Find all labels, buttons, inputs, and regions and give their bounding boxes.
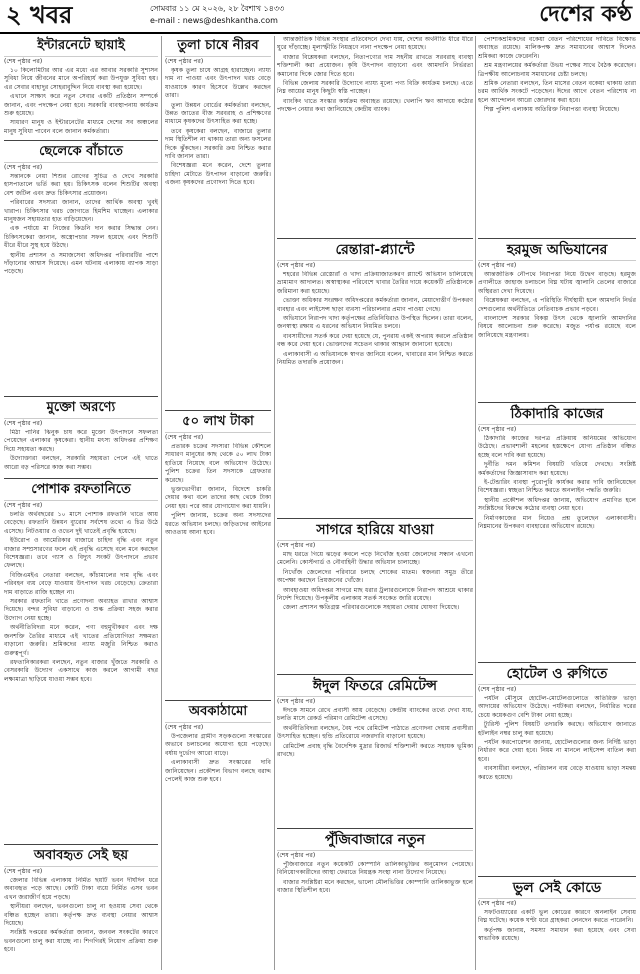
paragraph: অর্থনীতিবিদরা বলছেন, বৈধ পথে রেমিটেন্স পাঠাতে প্রণোদনা দেয়ায় প্রবাসীরা উৎসাহিত হচ্ছেন। হুন্ডি প্রতিরোধে নজরদারি বাড়ানো হয়েছে। [277,724,473,741]
column-1 [4,36,158,970]
divider [4,140,158,141]
paragraph: জেলার বিভিন্ন এলাকায় নির্মিত ছয়টি ভবন দীর্ঘদিন ধরে অব্যবহৃত পড়ে আছে। কোটি টাকা ব্যয়ে নির্মিত এসব ভবন এখন জরাজীর্ণ হয়ে পড়ছে। [4,877,158,901]
article-continuation: (শেষ পৃষ্ঠার পর) [478,686,517,693]
article [277,830,473,970]
page-number-section: ২ খবর [6,1,73,29]
article [165,702,271,970]
article-continuation: (শেষ পৃষ্ঠার পর) [277,542,316,549]
paragraph: কর্তৃপক্ষ জানায়, সমস্যা সমাধান করা হয়েছে এবং সেবা স্বাভাবিক রয়েছে। [478,926,636,943]
article-continuation: (শেষ পৃষ্ঠার পর) [277,852,316,859]
article-continuation: (শেষ পৃষ্ঠার পর) [4,58,43,65]
paragraph: ঠিকাদারি কাজের দরপত্র প্রক্রিয়ায় অনিয়মের অভিযোগ উঠেছে। প্রভাবশালী মহলের হস্তক্ষেপে যোগ্য প্রতিষ্ঠান বঞ্চিত হচ্ছে বলে দাবি করা হয়েছে। [478,435,636,459]
paragraph: ব্যবসায়ীরা বলছেন, পরিচালন ব্যয় বেড়ে যাওয়ায় ভাড়া সমন্বয় করতে হয়েছে। [478,765,636,781]
paragraph: অভিযানে নিরাপদ খাদ্য কর্তৃপক্ষের প্রতিনিধিরাও উপস্থিত ছিলেন। তারা বলেন, জনস্বাস্থ্য রক্ষায় এ ধরনের অভিযান নিয়মিত চলবে। [277,315,473,331]
article [478,240,636,400]
article [478,36,636,236]
paragraph: এক পর্যায়ে মা নিজের কিডনি দান করার সিদ্ধান্ত নেন। চিকিৎসকেরা জানান, অস্ত্রোপচার সফল হয়েছে এবং শিশুটি ধীরে ধীরে সুস্থ হয়ে উঠছে। [4,225,158,250]
article-headline: রেন্তারা-প্ল্যান্টে [277,242,473,261]
paragraph: শহরের বিভিন্ন রেস্তোরাঁ ও খাদ্য প্রক্রিয়াজাতকরণ প্ল্যান্টে অভিযান চালিয়েছে ভ্রাম্যমাণ আদালত। অস্বাস্থ্যকর পরিবেশে খাবার তৈরির দায়ে কয়েকটি প্রতিষ্ঠানকে জরিমানা করা হয়েছে। [277,271,473,295]
article-body [4,429,158,473]
article [4,480,158,842]
article-headline: অবকাঠামো [165,704,271,723]
article [4,846,158,970]
paragraph: স্থানীয় প্রশাসন ও সমাজসেবা অধিদপ্তর পরিবারটির পাশে দাঁড়ানোর আশ্বাস দিয়েছে। এমন ঘটনায় এলাকায় ব্যাপক সাড়া পড়েছে। [4,251,158,276]
article-headline: অবাবহৃত সেই ছয় [4,848,158,867]
article-headline: পুঁজিবাজারে নতুন [277,832,473,851]
article [277,676,473,826]
paragraph: আবহাওয়া অধিদপ্তর সাগরে মাছ ধরার ট্রলারগুলোকে নিরাপদ আশ্রয়ে থাকার নির্দেশ দিয়েছে। উপকূলীয় এলাকায় সতর্ক সংকেত জারি রয়েছে। [277,586,473,603]
dateline: সোমবার ১১ মে ২০২৬, ২৮ বৈশাখ ১৪৩৩ [150,4,285,13]
paragraph: উদ্যোক্তারা বলছেন, সরকারি সহায়তা পেলে এই খাতে আরো বড় পরিসরে কাজ করা সম্ভব। [4,455,158,471]
paragraph: পুলিশ জানায়, চক্রের অন্য সদস্যদের ধরতে অভিযান চলছে। জড়িতদের আইনের আওতায় আনা হবে। [165,512,271,537]
paragraph: শিল্প পুলিশ এলাকায় অতিরিক্ত নিরাপত্তা ব্যবস্থা নিয়েছে। [484,106,620,114]
divider [277,828,473,829]
article [4,142,158,394]
paragraph: ১০ কিলোমিটার আর এর মধ্যে এর আবার সরকারি সুশাসন সুবিধা নিয়ে জীবনের মানে অপরিহার্য করা উপযুক্ত সুবিধা হয়। এর সেবার বাহাদুর সোহরাবুদ্দিন নিয়ে ব্যবস্থা করা হয়েছে। [4,67,158,91]
article-headline: হোটেল ও রুগিতে [478,666,636,685]
article-continuation: (শেষ পৃষ্ঠার পর) [277,698,316,705]
article-body [478,695,636,783]
article [277,36,473,236]
paragraph: পোশাকশ্রমিকদের বকেয়া বেতন পরিশোধের দাবিতে বিক্ষোভ অব্যাহত রয়েছে। মালিকপক্ষ দ্রুত সমাধানের আশ্বাস দিলেও শ্রমিকরা কাজে ফেরেননি। [478,36,636,60]
paragraph: আন্তর্জাতিক বিভিন্ন সংস্থার প্রতিবেদনে দেখা যায়, দেশের অর্থনীতি ধীরে ধীরে ঘুরে দাঁড়াচ্ছে। মূল্যস্ফীতি নিয়ন্ত্রণে নানা পদক্ষেপ নেয়া হয়েছে। [277,36,473,52]
paragraph: তুলা উন্নয়ন বোর্ডের কর্মকর্তারা বলছেন, উন্নত জাতের বীজ সরবরাহ ও প্রশিক্ষণের মাধ্যমে কৃষকদের উৎসাহিত করা হচ্ছে। [165,101,271,126]
article-body [165,67,271,189]
article-continuation: (শেষ পৃষ্ঠার পর) [478,426,517,433]
paragraph: নিখোঁজ জেলেদের পরিবারে চলছে শোকের মাতম। স্বজনরা সমুদ্র তীরে অপেক্ষা করছেন প্রিয়জনের খোঁজে। [277,568,473,585]
article-body [277,36,473,116]
article [165,412,271,698]
divider [165,410,271,411]
article-headline: ঠিকাদারি কাজের [478,406,636,425]
column-4 [478,36,636,970]
article-headline: ইন্টারনেটে ছায়াই [4,38,158,57]
paragraph: ব্যবসায়ীদের সতর্ক করে দেয়া হয়েছে যে, পুনরায় একই অপরাধ করলে প্রতিষ্ঠান বন্ধ করে দেয়া হবে। ভোক্তাদের সচেতন থাকার আহ্বান জানানো হয়েছে। [277,332,473,349]
article-headline: ছেলেকে বাঁচাতে [4,144,158,163]
column-2 [165,36,271,970]
paragraph: চলতি অর্থবছরের ১০ মাসে পোশাক রফতানি খাতে আয় বেড়েছে। রফতানি উন্নয়ন ব্যুরোর সর্বশেষ তথ্যে এ চিত্র উঠে এসেছে। নিটওয়্যার ও ওভেন দুই খাতেই প্রবৃদ্ধি হয়েছে। [4,511,158,535]
paragraph: উপজেলার গ্রামীণ সড়কগুলো সংস্কারের অভাবে চলাচলের অযোগ্য হয়ে পড়েছে। বর্ষায় দুর্ভোগ আরো বাড়ে। [165,733,271,757]
article-headline: পোশাক রফতানিতে [4,482,158,501]
paragraph: বাজার বিশ্লেষকরা বলছেন, নিত্যপণ্যের দাম সহনীয় রাখতে সরবরাহ ব্যবস্থা শক্তিশালী করা প্রয়োজন। কৃষি উৎপাদন বাড়ানো এবং আমদানি নির্ভরতা কমানোর দিকে জোর দিতে হবে। [277,53,473,78]
paragraph: বিশেষজ্ঞরা মনে করেন, দেশে তুলার চাহিদা মেটাতে উৎপাদন বাড়ানো জরুরি। এজন্য কৃষকদের প্রণোদনা দিতে হবে। [165,162,271,187]
paragraph: এলাকাবাসী দ্রুত সংস্কারের দাবি জানিয়েছেন। প্রকৌশল বিভাগ বলছে বরাদ্দ পেলেই কাজ শুরু হবে। [165,759,271,784]
article-continuation: (শেষ পৃষ্ঠার পর) [4,164,43,171]
article [478,664,636,874]
paragraph: সফটওয়্যারের একটি ভুল কোডের কারণে অনলাইন সেবায় বিঘ্ন ঘটেছে। কয়েক ঘণ্টা ধরে গ্রাহকরা লেনদেন করতে পারেননি। [478,909,636,925]
article-headline: ৫০ লাখ টাকা [165,414,271,433]
divider [277,238,473,239]
article-headline: তুলা চাষে নীরব [165,38,271,57]
paragraph: স্থানীয় প্রকৌশল অধিদপ্তর জানায়, অভিযোগ প্রমাণিত হলে সংশ্লিষ্টদের বিরুদ্ধে কঠোর ব্যবস্থা নেয়া হবে। [478,496,636,513]
article-headline: মুক্তো অরণ্যে [4,400,158,419]
divider [478,402,636,403]
column-divider [161,36,162,970]
paragraph: কৃষক তুলা চাষে আগ্রহ হারাচ্ছেন। ন্যায্য দাম না পাওয়া এবং উৎপাদন খরচ বেড়ে যাওয়াকে কারণ হিসেবে উল্লেখ করছেন তারা। [165,67,271,100]
paragraph: শ্রম মন্ত্রণালয়ের কর্মকর্তারা উভয় পক্ষের সাথে বৈঠক করেছেন। ত্রিপক্ষীয় আলোচনায় সমাধানের চেষ্টা চলছে। [478,62,636,78]
article-headline: হরমুজ অভিযানের [478,242,636,261]
paragraph: আন্তর্জাতিক নৌপথে নিরাপত্তা নিয়ে উদ্বেগ বাড়ছে। হরমুজ প্রণালীতে জাহাজ চলাচলে বিঘ্ন ঘটায় জ্বালানি তেলের বাজারে অস্থিরতা দেখা দিয়েছে। [478,271,636,295]
article-body [478,435,636,532]
divider [165,700,271,701]
article-body [478,271,636,341]
article [165,36,271,408]
article-body [4,67,158,137]
article [478,404,636,660]
masthead [0,0,640,34]
paragraph: বাংলাদেশ সরকার বিকল্প উৎস থেকে জ্বালানি আমদানির বিষয়ে আলোচনা শুরু করেছে। মজুত পর্যাপ্ত রয়েছে বলে জানিয়েছে মন্ত্রণালয়। [478,315,636,339]
divider [478,876,636,877]
article-continuation: (শেষ পৃষ্ঠার পর) [277,262,316,269]
article-continuation: (শেষ পৃষ্ঠার পর) [478,262,517,269]
article-headline: ভুল সেই কোডে [478,880,636,899]
article-continuation: (শেষ পৃষ্ঠার পর) [4,868,43,875]
article-body [277,861,473,897]
article [478,878,636,970]
paragraph: অর্থনীতিবিদরা মনে করেন, পণ্য বহুমুখীকরণ এবং দক্ষ জনশক্তি তৈরির মাধ্যমে এই খাতের প্রতিযোগিতা সক্ষমতা বাড়ানো জরুরি। শ্রমিকদের ন্যায্য মজুরি নিশ্চিত করাও গুরুত্বপূর্ণ। [4,624,158,657]
paragraph: দুর্নীতি দমন কমিশন বিষয়টি খতিয়ে দেখছে। সংশ্লিষ্ট কর্মকর্তাদের জিজ্ঞাসাবাদ করা হয়েছে। [478,461,636,477]
paragraph: শ্রমিক নেতারা বলছেন, তিন মাসের বেতন বকেয়া থাকায় তারা চরম আর্থিক সংকটে পড়েছেন। ঈদের আগে বেতন পরিশোধ না হলে আন্দোলন আরো জোরদার করা হবে। [478,80,636,104]
paragraph: সংশ্লিষ্ট দপ্তরের কর্মকর্তারা জানান, জনবল সংকটের কারণে ভবনগুলো চালু করা যাচ্ছে না। শিগগিরই নিয়োগ প্রক্রিয়া শুরু হবে। [4,929,158,954]
email-line: e-mail : news@deshkantha.com [150,16,278,25]
paragraph: প্রতারক চক্রের সদস্যরা বিভিন্ন কৌশলে সাধারণ মানুষের কাছ থেকে ৫০ লাখ টাকা হাতিয়ে নিয়েছে বলে অভিযোগ উঠেছে। পুলিশ চক্রের তিন সদস্যকে গ্রেফতার করেছে। [165,443,271,484]
paragraph: স্থানীয়রা বলছেন, ভবনগুলো চালু না হওয়ায় সেবা থেকে বঞ্চিত হচ্ছেন তারা। কর্তৃপক্ষ দ্রুত ব্যবস্থা নেয়ার আশ্বাস দিয়েছে। [4,903,158,928]
paragraph: নির্মাণকাজের মান নিয়েও প্রশ্ন তুলেছেন এলাকাবাসী। নিম্নমানের উপকরণ ব্যবহারের অভিযোগ রয়েছে। [478,514,636,531]
paragraph: ভুক্তভোগীরা জানান, বিদেশে চাকরি দেয়ার কথা বলে তাদের কাছ থেকে টাকা নেয়া হয়। পরে আর যোগাযোগ করা যায়নি। [165,486,271,510]
paragraph: পরিবারের সদস্যরা জানান, তাদের আর্থিক অবস্থা খুবই খারাপ। চিকিৎসার খরচ জোগাতে হিমশিম খাচ্ছেন। এলাকার মানুষজন সহায়তার হাত বাড়িয়েছেন। [4,199,158,224]
article-body [478,36,636,116]
article [4,36,158,138]
paragraph: পর্যটন করপোরেশন জানায়, হোটেলগুলোর জন্য নির্দিষ্ট ভাড়া নির্ধারণ করে দেয়া হবে। নিয়ম না মানলে লাইসেন্স বাতিল করা হবে। [478,739,636,763]
paragraph: পর্যটন মৌসুমে হোটেল-মোটেলগুলোতে অতিরিক্ত ভাড়া আদায়ের অভিযোগ উঠেছে। পর্যটকরা বলছেন, নির্ধারিত দরের চেয়ে কয়েকগুণ বেশি টাকা নেয়া হচ্ছে। [478,695,636,719]
article-continuation: (শেষ পৃষ্ঠার পর) [165,58,204,65]
paragraph: ঈদকে সামনে রেখে প্রবাসী আয় বেড়েছে। কেন্দ্রীয় ব্যাংকের তথ্যে দেখা যায়, চলতি মাসে রেকর্ড পরিমাণ রেমিটেন্স এসেছে। [277,707,473,723]
divider [4,844,158,845]
column-divider [475,36,476,970]
article-continuation: (শেষ পৃষ্ঠার পর) [478,900,517,907]
article-continuation: (শেষ পৃষ্ঠার পর) [165,724,204,731]
paragraph: বিশ্লেষকরা বলছেন, এ পরিস্থিতি দীর্ঘস্থায়ী হলে আমদানি নির্ভর দেশগুলোর অর্থনীতিতে নেতিবাচক প্রভাব পড়বে। [478,297,636,313]
article-body [478,909,636,945]
paragraph: ইউরোপ ও আমেরিকার বাজারে চাহিদা বৃদ্ধি এবং নতুন বাজার সম্প্রসারণের ফলে এই প্রবৃদ্ধি এসেছে বলে মনে করছেন বিশেষজ্ঞরা। তবে গ্যাস ও বিদ্যুৎ সংকট উৎপাদনে প্রভাব ফেলছে। [4,537,158,570]
paragraph: রফতানিকারকরা বলছেন, নতুন বাজার খুঁজতে সরকারি ও বেসরকারি উদ্যোগ একসাথে কাজ করলে আগামী বছর লক্ষ্যমাত্রা ছাড়িয়ে যাওয়া সম্ভব হবে। [4,658,158,683]
paragraph: রেমিটেন্স প্রবাহ বৃদ্ধি বৈদেশিক মুদ্রার রিজার্ভ শক্তিশালী করতে সহায়ক ভূমিকা রাখছে। [277,742,473,759]
article-body [277,707,473,760]
article-body [4,511,158,685]
paragraph: ট্যুরিস্ট পুলিশ বিষয়টি তদারকি করছে। অভিযোগ জানাতে হটলাইন নম্বর চালু করা হয়েছে। [478,721,636,737]
article-continuation: (শেষ পৃষ্ঠার পর) [4,420,43,427]
paragraph: সাধারণ মানুষ ও ইন্টারনেটের মাধ্যমে দেশের সব অঞ্চলের মানুষ সুবিধা পাবেন বলে জানান কর্মকর্তারা। [4,119,158,135]
paragraph: ভোক্তা অধিকার সংরক্ষণ অধিদপ্তরের কর্মকর্তারা জানান, মেয়াদোত্তীর্ণ উপকরণ ব্যবহার এবং লাইসেন্স ছাড়া ব্যবসা পরিচালনার প্রমাণ পাওয়া গেছে। [277,297,473,313]
column-3 [277,36,473,970]
paragraph: মাছ ধরতে গিয়ে ঝড়ের কবলে পড়ে নিখোঁজ হওয়া জেলেদের সন্ধান এখনো মেলেনি। কোস্টগার্ড ও নৌবাহিনী উদ্ধার অভিযান চালাচ্ছে। [277,551,473,567]
divider [277,674,473,675]
article [277,520,473,672]
paragraph: জেলা প্রশাসন ক্ষতিগ্রস্ত পরিবারগুলোকে সহায়তা দেয়ার ঘোষণা দিয়েছে। [283,604,460,612]
paragraph: বিভিন্ন জেলায় সরকারি উদ্যোগে ন্যায্য মূল্যে পণ্য বিক্রি কার্যক্রম চলছে। এতে নিম্ন আয়ের মানুষ কিছুটা স্বস্তি পাচ্ছেন। [277,80,473,96]
divider [4,478,158,479]
article-body [4,173,158,278]
paragraph: এলাকাবাসী এ অভিযানকে স্বাগত জানিয়ে বলেন, খাবারের মান নিশ্চিত করতে নিয়মিত তদারকি প্রয়োজন। [277,350,473,367]
article [277,240,473,516]
article-continuation: (শেষ পৃষ্ঠার পর) [165,434,204,441]
article-body [277,271,473,368]
article-body [165,733,271,785]
paragraph: ই-টেন্ডারিং ব্যবস্থা পুরোপুরি কার্যকর করার দাবি জানিয়েছেন বিশেষজ্ঞরা। স্বচ্ছতা নিশ্চিত করতে অনলাইন পদ্ধতি জরুরি। [478,479,636,495]
article-continuation: (শেষ পৃষ্ঠার পর) [4,502,43,509]
divider [478,238,636,239]
paragraph: বিজিএমইএ নেতারা বলছেন, কাঁচামালের দাম বৃদ্ধি এবং পরিবহন ব্যয় বেড়ে যাওয়ায় উৎপাদন খরচ বেড়েছে। ক্রেতারা দাম বাড়াতে রাজি হচ্ছেন না। [4,571,158,596]
paragraph: বাজার সংশ্লিষ্টরা মনে করছেন, ভালো মৌলভিত্তির কোম্পানি তালিকাভুক্ত হলে বাজার স্থিতিশীল হবে। [277,878,473,895]
paragraph: তবে কৃষকেরা বলছেন, বাজারে তুলার দাম স্থিতিশীল না থাকায় তারা অন্য ফসলের দিকে ঝুঁকছেন। সরকারি ক্রয় নিশ্চিত করার দাবি জানান তারা। [165,127,271,161]
article [4,398,158,476]
divider [478,662,636,663]
paragraph: সরকার রফতানি খাতে প্রণোদনা অব্যাহত রাখার আশ্বাস দিয়েছে। বন্দর সুবিধা বাড়ানো ও শুল্ক প্রক্রিয়া সহজ করার উদ্যোগ নেয়া হচ্ছে। [4,598,158,622]
paragraph: এখানে সাক্ষাৎ করে নতুন সেবার একটি প্রতিষ্ঠান সম্পর্কে জানান, এবং পদক্ষেপ নেয়া হবে। সরকারি ব্যবস্থাপনায় কার্যক্রম শুরু হয়েছে। [4,93,158,118]
divider [4,396,158,397]
article-headline: ঈদুল ফিতরে রেমিটেন্স [277,678,473,697]
article-headline: সাগরে হারিয়ে যাওয়া [277,522,473,541]
paragraph: ব্যাংকিং খাতে সংস্কার কার্যক্রম অব্যাহত রয়েছে। খেলাপি ঋণ আদায়ে কঠোর পদক্ষেপ নেয়ার কথা জানিয়েছে কেন্দ্রীয় ব্যাংক। [277,97,473,114]
newspaper-title: দেশের কণ্ঠ [539,2,632,27]
divider [277,518,473,519]
column-divider [274,36,275,970]
article-body [4,877,158,956]
paragraph: মিঠা পানির ঝিনুক চাষ করে মুক্তো উৎপাদনে সফলতা পেয়েছেন এলাকার কৃষকেরা। স্থানীয় মৎস্য অধিদপ্তর প্রশিক্ষণ দিয়ে সহায়তা করছে। [4,429,158,453]
article-body [165,443,271,538]
article-body [277,551,473,614]
paragraph: সন্তানকে নেয়া শিশুর রোগের সুচিত্র ও দেখে সরকারি হাসপাতালে ভর্তি করা হয়। চিকিৎসক বলেন শিশুটির অবস্থা বেশ জটিল এবং দ্রুত চিকিৎসার প্রয়োজন। [4,173,158,197]
paragraph: পুঁজিবাজারে নতুন কয়েকটি কোম্পানি তালিকাভুক্তির অনুমোদন পেয়েছে। বিনিয়োগকারীদের আস্থা ফেরাতে নিয়ন্ত্রক সংস্থা নানা উদ্যোগ নিয়েছে। [277,861,473,877]
